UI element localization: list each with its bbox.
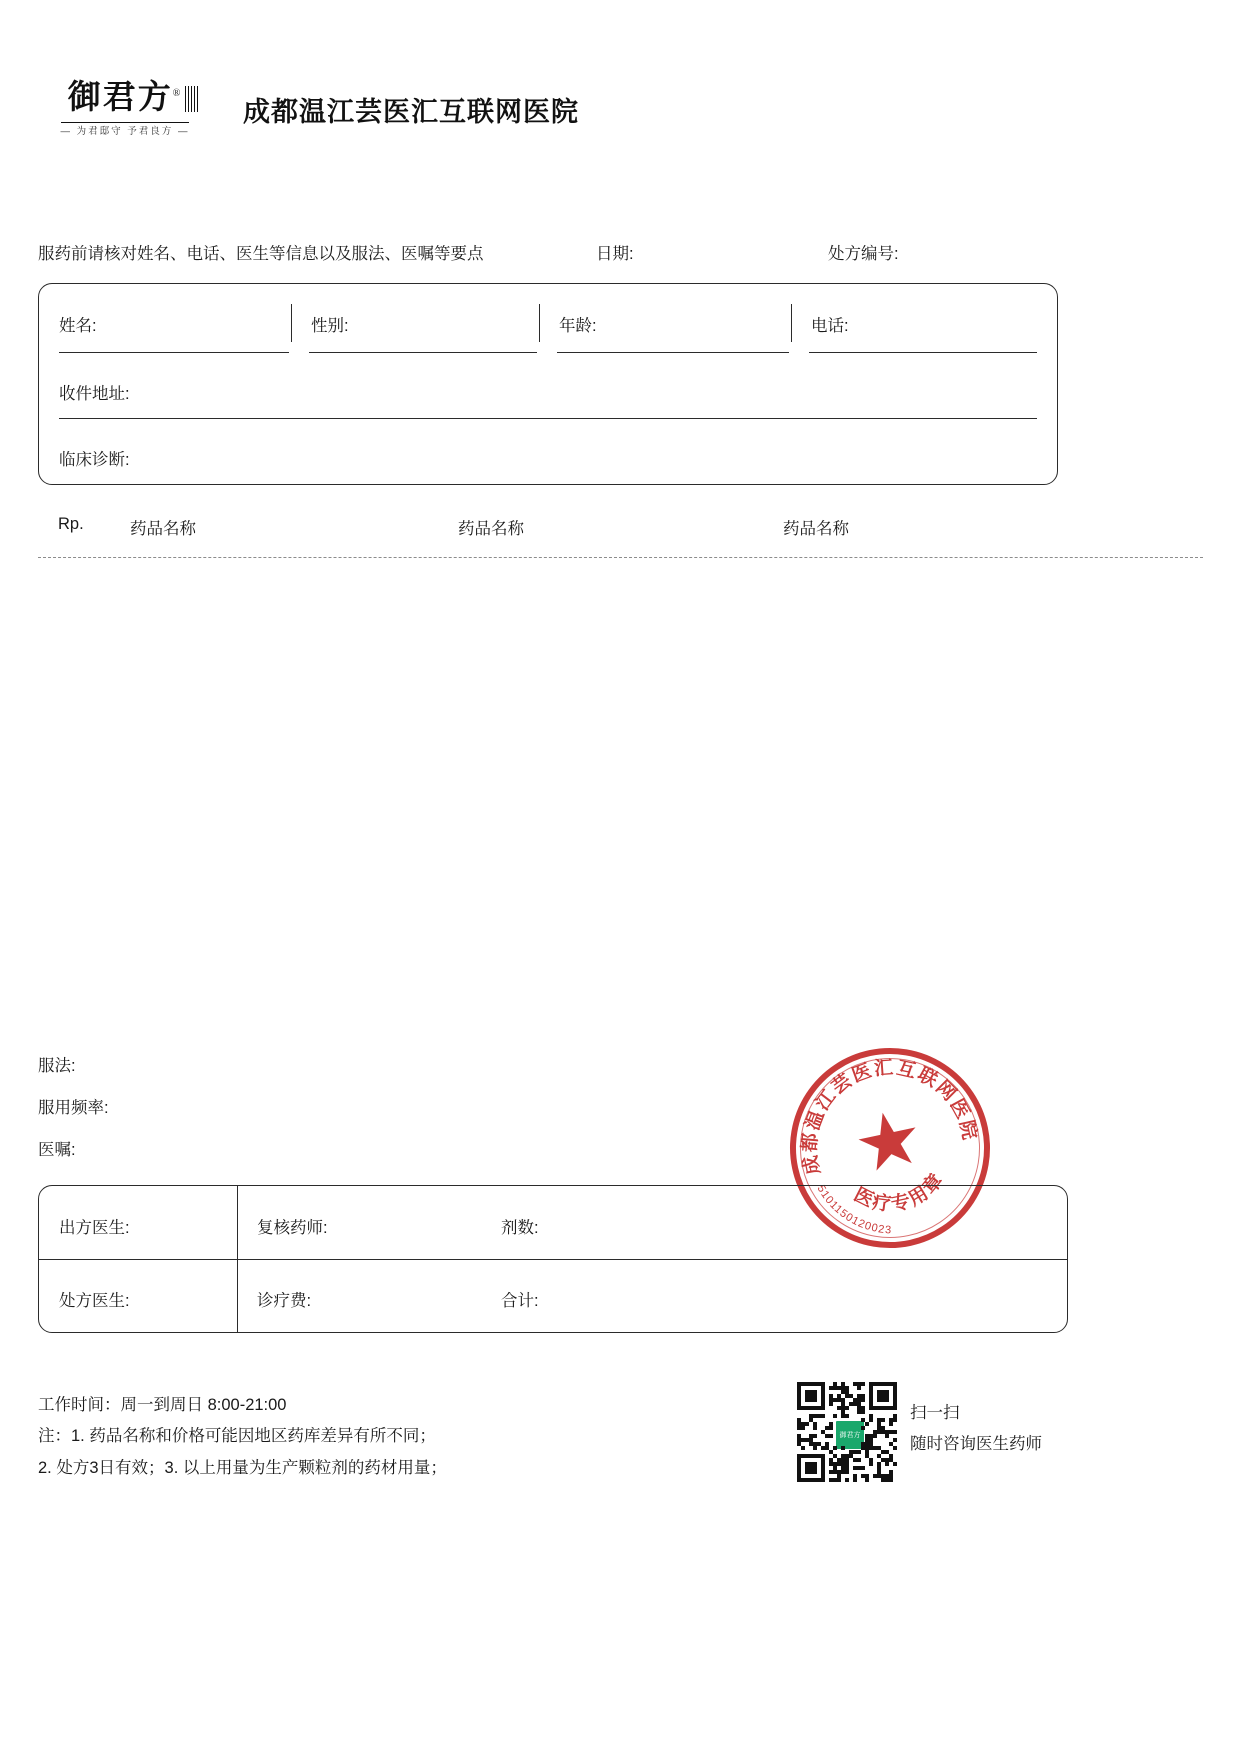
qr-canvas [797, 1382, 897, 1482]
footer-note-1: 注：1. 药品名称和价格可能因地区药库差异有所不同； [38, 1427, 436, 1446]
footer-note-2: 2. 处方3日有效；3. 以上用量为生产颗粒剂的药材用量； [38, 1458, 447, 1477]
name-input-line[interactable] [59, 352, 289, 353]
gender-label: 性别: [311, 317, 349, 335]
barcode-icon [185, 86, 199, 112]
dashed-separator [38, 557, 1203, 558]
divider-3 [791, 304, 792, 342]
diagnosis-label: 临床诊断: [59, 451, 130, 469]
name-label: 姓名: [59, 317, 97, 335]
document-header [55, 82, 579, 137]
qr-code[interactable] [797, 1382, 897, 1482]
logo-wordmark [68, 82, 183, 115]
drug-column-header-2: 药品名称 [458, 520, 524, 538]
qr-center-logo: 御君方 [833, 1418, 867, 1452]
logo-divider [61, 122, 189, 123]
signature-horizontal-divider [39, 1259, 1067, 1260]
issuing-doctor-label: 出方医生: [59, 1219, 130, 1237]
signature-box [38, 1185, 1068, 1333]
svg-text:成都温江芸医汇互联网医院: 成都温江芸医汇互联网医院 [799, 1057, 981, 1177]
logo-main-text: 御君方 [67, 80, 173, 116]
footer-notes [38, 1390, 447, 1484]
working-hours: 工作时间：周一到周日 8:00-21:00 [38, 1396, 287, 1414]
qr-caption [910, 1398, 1042, 1459]
registered-trademark-icon: ® [172, 88, 183, 99]
phone-label: 电话: [811, 317, 849, 335]
total-label: 合计: [501, 1292, 539, 1310]
logo-slogan: — 为君邸守 予君良方 — [60, 126, 190, 137]
address-input-line[interactable] [59, 418, 1037, 419]
hospital-name: 成都温江芸医汇互联网医院 [243, 96, 579, 127]
doses-label: 剂数: [501, 1219, 539, 1237]
method-label: 服法: [38, 1057, 76, 1075]
advice-label: 医嘱: [38, 1141, 76, 1159]
divider-1 [291, 304, 292, 342]
notice-text: 服药前请核对姓名、电话、医生等信息以及服法、医嘱等要点 [38, 245, 484, 263]
age-label: 年龄: [559, 317, 597, 335]
date-label: 日期: [596, 245, 634, 263]
patient-info-box [38, 283, 1058, 485]
treatment-fee-label: 诊疗费: [257, 1292, 312, 1310]
scan-label: 扫一扫 [910, 1404, 960, 1422]
consult-label: 随时咨询医生药师 [910, 1434, 1042, 1453]
rp-label: Rp. [58, 515, 84, 533]
prescription-number-label: 处方编号: [828, 245, 899, 263]
divider-2 [539, 304, 540, 342]
drug-column-header-3: 药品名称 [783, 520, 849, 538]
prescriber-label: 处方医生: [59, 1292, 130, 1310]
phone-input-line[interactable] [809, 352, 1037, 353]
svg-text:医疗专用章: 医疗专用章 [850, 1168, 949, 1216]
age-input-line[interactable] [557, 352, 789, 353]
svg-text:5101150120023: 5101150120023 [814, 1183, 893, 1237]
pharmacist-label: 复核药师: [257, 1219, 328, 1237]
address-label: 收件地址: [59, 385, 130, 403]
gender-input-line[interactable] [309, 352, 537, 353]
signature-vertical-divider [237, 1186, 238, 1332]
drug-column-header-1: 药品名称 [130, 520, 196, 538]
seal-star-icon: ★ [846, 1092, 931, 1191]
frequency-label: 服用频率: [38, 1099, 109, 1117]
brand-logo [55, 82, 195, 137]
